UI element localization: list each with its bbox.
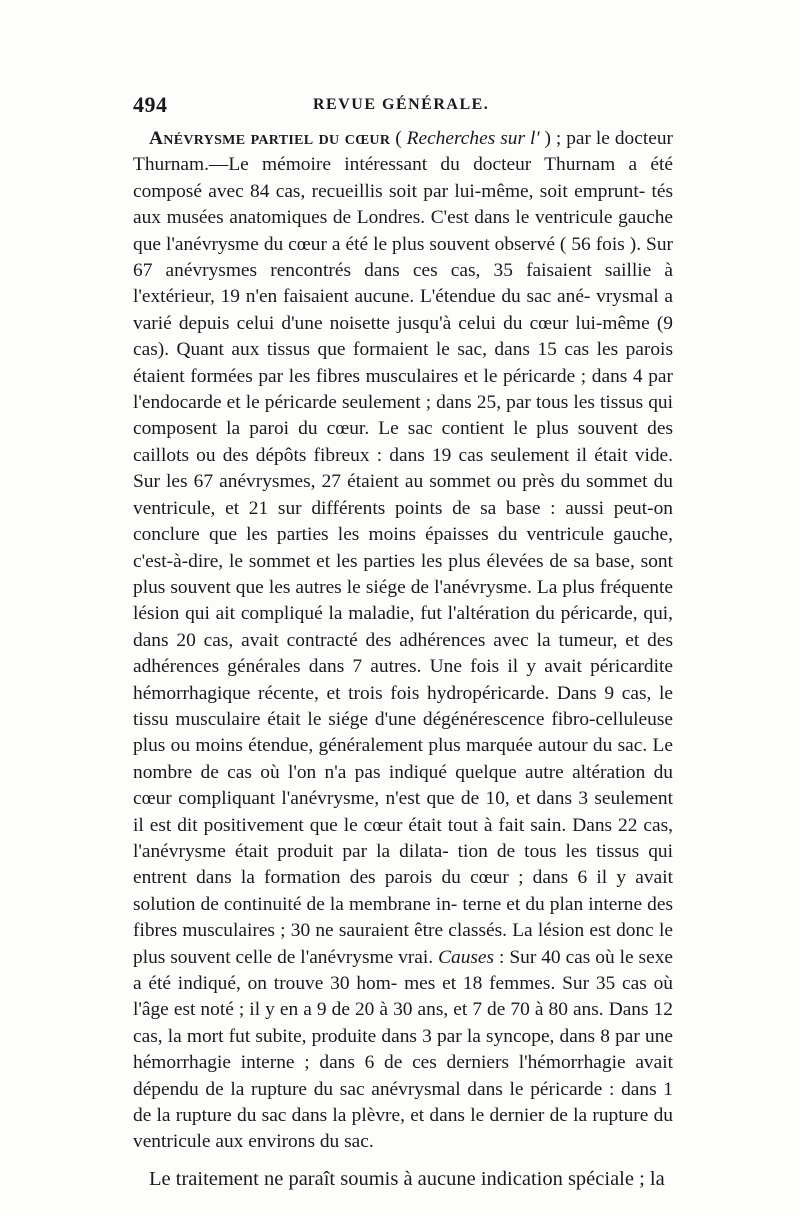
causes-text: : Sur 40 cas où le sexe a été indiqué, on trouve 30 hom- mes et 18 femmes. Sur 35 cas où l'âge est noté ; il y en a 9 de 20 à 30 ans, et 7 de 70 à 80 ans. Dans 12 cas, la mort fut subite, produite dans 3 par la syncope, dans 8 par une hémorrhagie interne ; dans 6 de ces derniers l'hémorrhagie avait dépendu de la rupture du sac anévrysmal dans le péricarde : dans 1 de la rupture du sac dans la plèvre, et dans le dernier de la rupture du ventricule aux environs du sac. <box>133 946 673 1153</box>
page-number: 494 <box>133 92 168 117</box>
paragraph-1 <box>133 126 673 1156</box>
reference-open: ( <box>390 128 407 149</box>
paragraph-1-text: ) ; par le docteur Thurnam.—Le mémoire intéressant du docteur Thurnam a été composé avec 84 cas, recueillis soit par lui-même, soit emprunt- tés aux musées anatomiques de Londres. C'est dans le ventricule gauche que l'anévrysme du cœur a été le plus souvent observé ( 56 fois ). Sur 67 anévrysmes rencontrés dans ces cas, 35 faisaient saillie à l'extérieur, 19 n'en faisaient aucune. L'étendue du sac ané- vrysmal a varié depuis celui d'une noisette jusqu'à celui du cœur lui-même (9 cas). Quant aux tissus que formaient le sac, dans 15 cas les parois étaient formées par les fibres musculaires et le péricarde ; dans 4 par l'endocarde et le péricarde seulement ; dans 25, par tous les tissus qui composent la paroi du cœur. Le sac contient le plus souvent des caillots ou des dépôts fibreux : dans 19 cas seulement il était vide. Sur les 67 anévrysmes, 27 étaient au sommet ou près du sommet du ventricule, et 21 sur différents points de sa base : aussi peut-on conclure que les parties les moins épaisses du ventricule gauche, c'est-à-dire, le sommet et les parties les plus élevées de sa base, sont plus souvent que les autres le siége de l'anévrysme. La plus fréquente lésion qui ait compliqué la maladie, fut l'altération du péricarde, qui, dans 20 cas, avait contracté des adhérences avec la tumeur, et des adhérences générales dans 7 autres. Une fois il y avait péricardite hémorrhagique récente, et trois fois hydropéricarde. Dans 9 cas, le tissu musculaire était le siége d'une dégénérescence fibro-celluleuse plus ou moins étendue, généralement plus marquée autour du sac. Le nombre de cas où l'on n'a pas indiqué quelque autre altération du cœur compliquant l'anévrysme, n'est que de 10, et dans 3 seulement il est dit positivement que le cœur était tout à fait sain. Dans 22 cas, l'anévrysme était produit par la dilata- tion de tous les tissus qui entrent dans la formation des parois du cœur ; dans 6 il y avait solution de continuité de la membrane in- terne et du plan interne des fibres musculaires ; 30 ne sauraient être classés. La lésion est donc le plus souvent celle de l'anévrysme vrai. <box>133 128 674 968</box>
causes-label: Causes <box>438 946 495 968</box>
article-body <box>133 126 673 1192</box>
reference-italic: Recherches sur l' <box>406 128 540 149</box>
article-title: Anévrysme partiel du cœur <box>149 128 391 149</box>
running-title: REVUE GÉNÉRALE. <box>313 96 490 113</box>
running-head <box>133 92 673 122</box>
paragraph-2: Le traitement ne paraît soumis à aucune indication spéciale ; la <box>149 1167 665 1190</box>
